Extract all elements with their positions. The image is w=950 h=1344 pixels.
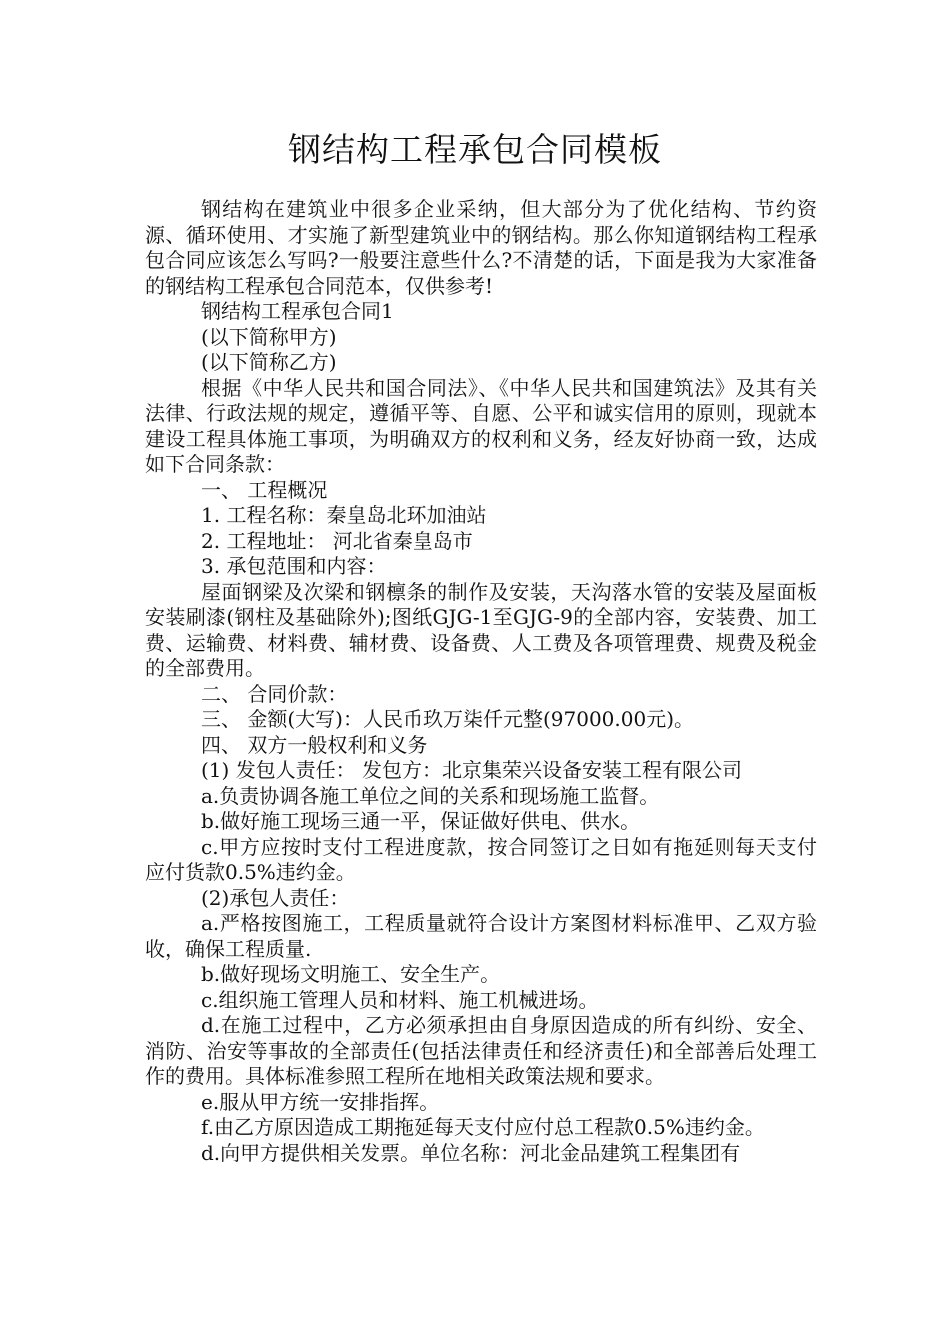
scope-heading: 3. 承包范围和内容： [201,554,387,578]
party-b-line: (以下简称乙方) [201,350,337,374]
contractor-duty-b: b.做好现场文明施工、安全生产。 [201,962,501,986]
contractor-duty-c: c.组织施工管理人员和材料、施工机械进场。 [201,987,599,1012]
project-address-line: 2. 工程地址： 河北省秦皇岛市 [201,528,473,553]
contractor-duty-heading: (2)承包人责任： [201,885,350,910]
document-body [145,197,817,1166]
scope-paragraph: 屋面钢梁及次梁和钢檩条的制作及安装，天沟落水管的安装及屋面板安装刷漆(钢柱及基础除外);图纸GJG-1至GJG-9的全部内容，安装费、加工费、运输费、材料费、辅材费、设备费、人工费及各项管理费、规费及税金的全部费用。 [145,579,817,680]
section-4-heading: 四、 双方一般权利和义务 [201,732,428,757]
contractor-duty-d: d.在施工过程中，乙方必须承担由自身原因造成的所有纠纷、安全、消防、治安等事故的全部责任(包括法律责任和经济责任)和全部善后处理工作的费用。具体标准参照工程所在地相关政策法规和要求。 [145,1013,817,1088]
document-title: 钢结构工程承包合同模板 [288,130,662,169]
contractor-duty-d2: d.向甲方提供相关发票。单位名称：河北金品建筑工程集团有 [201,1140,741,1165]
project-name-line: 1. 工程名称：秦皇岛北环加油站 [201,503,487,527]
employer-duty-heading: (1) 发包人责任： 发包方：北京集荣兴设备安装工程有限公司 [201,758,743,782]
contractor-duty-e: e.服从甲方统一安排指挥。 [201,1089,440,1114]
legal-basis-paragraph: 根据《中华人民共和国合同法》、《中华人民共和国建筑法》及其有关法律、行政法规的规定，遵循平等、自愿、公平和诚实信用的原则，现就本建设工程具体施工事项，为明确双方的权利和义务，经友好协商一致，达成如下合同条款： [145,375,817,476]
contract-heading: 钢结构工程承包合同1 [201,299,394,323]
section-3-amount: 三、 金额(大写)：人民币玖万柒仟元整(97000.00元)。 [201,707,694,731]
contractor-duty-f: f.由乙方原因造成工期拖延每天支付应付总工程款0.5%违约金。 [201,1115,765,1139]
employer-duty-c: c.甲方应按时支付工程进度款，按合同签订之日如有拖延则每天支付应付货款0.5%违约金。 [145,834,817,884]
intro-paragraph: 钢结构在建筑业中很多企业采纳，但大部分为了优化结构、节约资源、循环使用、才实施了新型建筑业中的钢结构。那么你知道钢结构工程承包合同应该怎么写吗?一般要注意些什么?不清楚的话，下面是我为大家准备的钢结构工程承包合同范本，仅供参考! [145,197,817,298]
section-1-heading: 一、 工程概况 [201,477,328,502]
contractor-duty-a: a.严格按图施工，工程质量就符合设计方案图材料标准甲、乙双方验收，确保工程质量. [145,911,817,961]
section-2-heading: 二、 合同价款： [201,681,348,706]
party-a-line: (以下简称甲方) [201,324,337,349]
employer-duty-a: a.负责协调各施工单位之间的关系和现场施工监督。 [201,783,660,808]
employer-duty-b: b.做好施工现场三通一平，保证做好供电、供水。 [201,809,641,833]
